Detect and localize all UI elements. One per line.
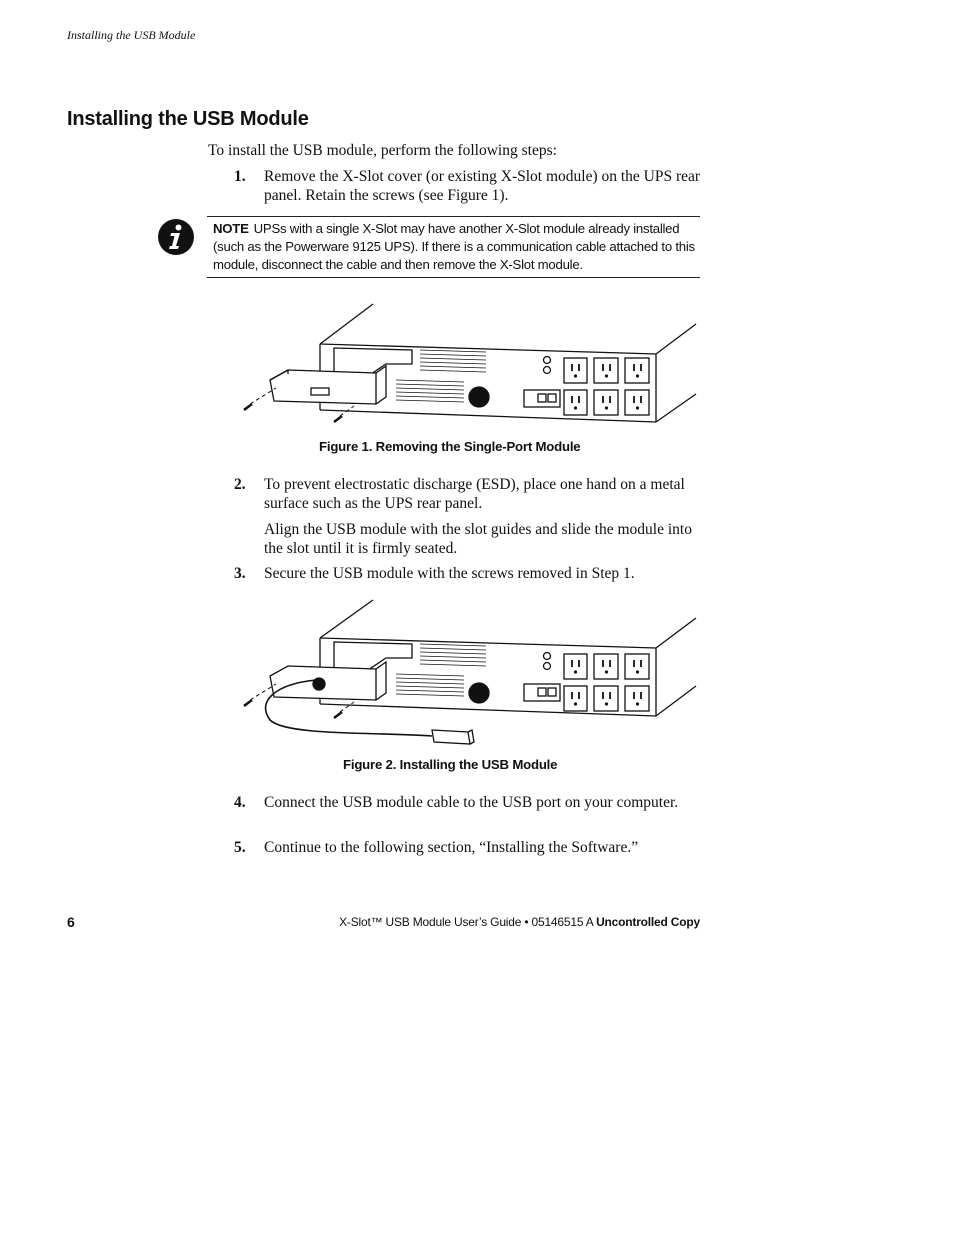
info-icon [157, 218, 195, 256]
intro-text: To install the USB module, perform the following steps: [208, 142, 557, 159]
step-number: 1. [234, 168, 246, 185]
step-2-continuation: Align the USB module with the slot guides and slide the module into the slot until it is firmly seated. [264, 521, 692, 557]
step-number: 4. [234, 794, 246, 811]
step-number: 3. [234, 565, 246, 582]
footer-doc-title: X-Slot™ USB Module User’s Guide [339, 915, 522, 929]
step-number: 5. [234, 839, 246, 856]
step-text: Connect the USB module cable to the USB port on your computer. [264, 794, 679, 811]
note-box [207, 216, 700, 278]
figure-1-illustration [236, 300, 700, 426]
note-text [213, 220, 697, 274]
figure-2-caption: Figure 2. Installing the USB Module [343, 757, 558, 772]
step-text: To prevent electrostatic discharge (ESD), place one hand on a metal surface such as the UPS rear panel. [264, 476, 685, 512]
footer-doc-info [339, 915, 700, 929]
figure-2-illustration [236, 596, 700, 748]
step-text: Remove the X-Slot cover (or existing X-Slot module) on the UPS rear panel. Retain the screws (see Figure 1). [264, 168, 701, 204]
footer-doc-number: 05146515 A [531, 915, 593, 929]
step-text: Continue to the following section, “Installing the Software.” [264, 839, 639, 856]
figure-1-caption: Figure 1. Removing the Single-Port Module [319, 439, 581, 454]
page-number: 6 [67, 914, 75, 930]
note-label: NOTE [213, 221, 249, 236]
section-title: Installing the USB Module [67, 108, 309, 130]
footer-separator: • [524, 915, 529, 929]
step-number: 2. [234, 476, 246, 493]
footer-status: Uncontrolled Copy [596, 915, 700, 929]
running-head: Installing the USB Module [67, 28, 196, 42]
step-text: Secure the USB module with the screws removed in Step 1. [264, 565, 635, 582]
note-body: UPSs with a single X-Slot may have another X-Slot module already installed (such as the Powerware 9125 UPS). If there is a communication cable attached to this module, disconnect the cable and then remove the X-Slot module. [213, 221, 695, 272]
